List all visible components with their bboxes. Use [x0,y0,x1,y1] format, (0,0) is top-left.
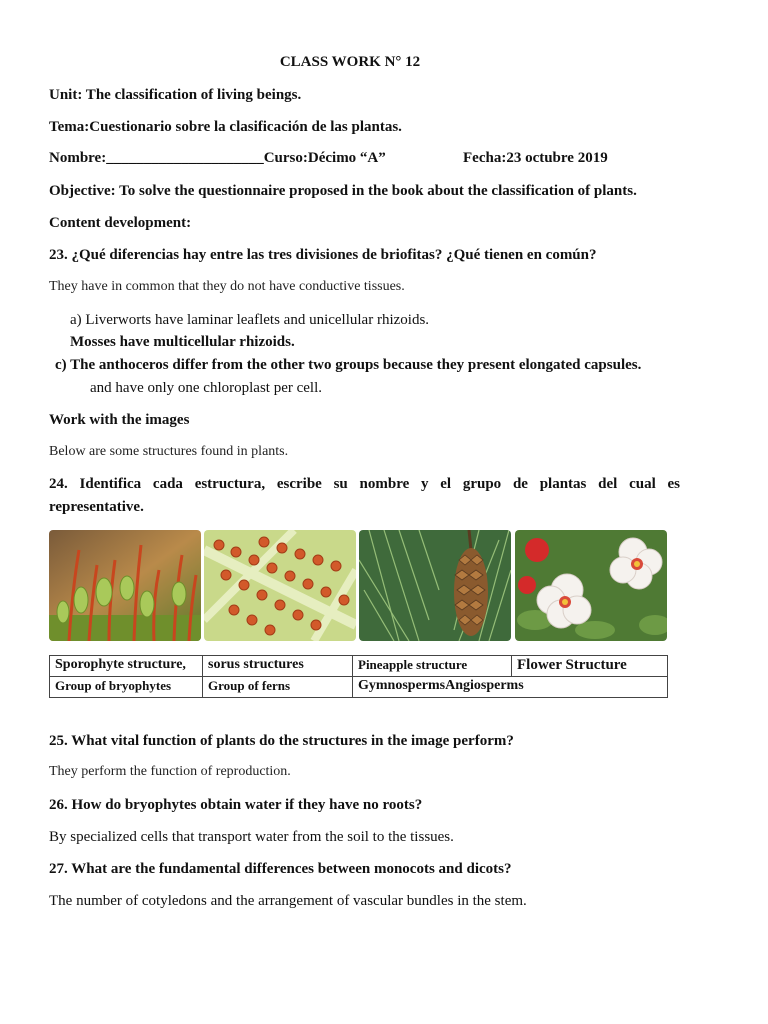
structures-table [49,655,668,698]
q23-item-a: a) Liverworts have laminar leaflets and unicellular rhizoids. [70,312,430,328]
fern-sori-image [204,530,356,641]
flowers-image [515,530,667,641]
q23-item-c: c) The anthoceros differ from the other two groups because they present elongated capsules. [55,357,642,373]
q27-question: 27. What are the fundamental differences between monocots and dicots? [49,861,512,877]
pine-cone-image [359,530,511,641]
q25-question: 25. What vital function of plants do the structures in the image perform? [49,733,514,749]
table-cell: GymnospermsAngiosperms [353,677,668,698]
q27-answer: The number of cotyledons and the arrangement of vascular bundles in the stem. [49,893,527,909]
table-cell: Flower Structure [512,656,668,677]
fecha-line: Fecha:23 octubre 2019 [463,150,608,166]
images-intro: Below are some structures found in plants. [49,444,289,459]
table-row [50,677,668,698]
q23-question: 23. ¿Qué diferencias hay entre las tres divisiones de briofitas? ¿Qué tienen en común? [49,247,597,263]
table-cell: Group of ferns [203,677,353,698]
content-heading: Content development: [49,215,192,231]
table-row [50,656,668,677]
table-cell: sorus structures [203,656,353,677]
q24-question-line1: 24. Identifica cada estructura, escribe su nombre y el grupo de plantas del cual es [49,476,680,492]
nombre-curso-line: Nombre:_____________________Curso:Décimo “A” [49,150,386,166]
q26-answer: By specialized cells that transport water from the soil to the tissues. [49,829,454,845]
table-cell: Sporophyte structure, [50,656,203,677]
images-heading: Work with the images [49,412,190,428]
table-cell: Pineapple structure [353,656,512,677]
moss-sporophyte-image [49,530,201,641]
q23-answer: They have in common that they do not have conductive tissues. [49,279,405,294]
unit-line: Unit: The classification of living beings. [49,87,302,103]
q23-item-c-continuation: and have only one chloroplast per cell. [90,380,323,396]
q23-item-b: Mosses have multicellular rhizoids. [70,334,295,350]
table-cell: Group of bryophytes [50,677,203,698]
objective-line: Objective: To solve the questionnaire proposed in the book about the classification of plants. [49,183,637,199]
tema-line: Tema:Cuestionario sobre la clasificación de las plantas. [49,119,402,135]
page-title: CLASS WORK N° 12 [279,54,421,70]
q24-question-line2: representative. [49,499,144,515]
q26-question: 26. How do bryophytes obtain water if they have no roots? [49,797,423,813]
q25-answer: They perform the function of reproduction. [49,764,291,779]
